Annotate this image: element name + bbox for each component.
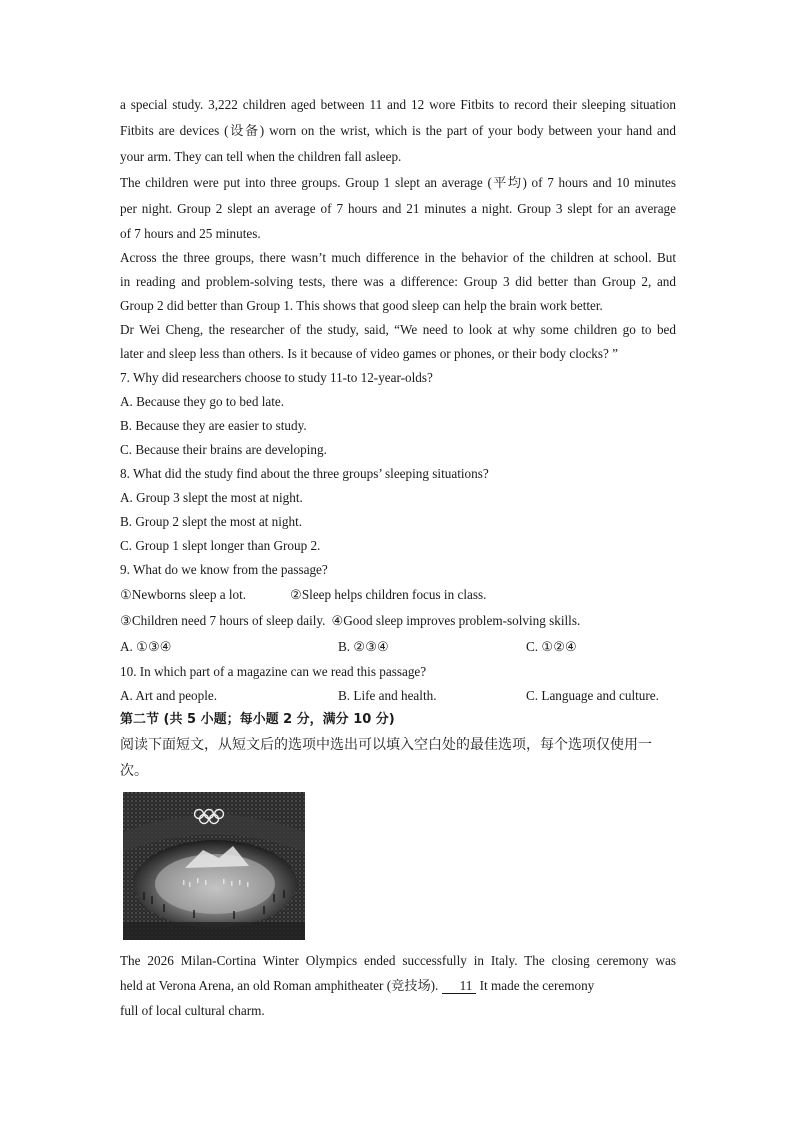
passage-text: It made the ceremony <box>479 978 595 993</box>
question-9 <box>120 558 676 660</box>
passage-line <box>120 973 676 998</box>
arena-image <box>123 792 305 940</box>
passage-line: later and sleep less than others. Is it because of video games or phones, or their body clocks? ” <box>120 346 619 361</box>
passage-text: held at Verona Arena, an old Roman amphitheater (竞技场). <box>120 978 439 993</box>
option-c[interactable]: C. ①②④ <box>526 639 577 654</box>
olympic-passage <box>120 948 676 1023</box>
option-c[interactable]: C. Group 1 slept longer than Group 2. <box>120 538 321 553</box>
passage-line: a special study. 3,222 children aged between 11 and 12 wore Fitbits to record their sleeping situation <box>120 97 676 112</box>
passage-line: in reading and problem-solving tests, there was a difference: Group 3 did better than Group 2, and <box>120 274 676 289</box>
answer-blank-11[interactable]: 11 <box>442 979 477 994</box>
option-b[interactable]: B. Group 2 slept the most at night. <box>120 514 303 529</box>
passage-line: The children were put into three groups. Group 1 slept an average (平均) of 7 hours and 10 minutes <box>120 175 676 190</box>
passage-line: Dr Wei Cheng, the researcher of the study, said, “We need to look at why some children go to bed <box>120 322 676 337</box>
section-heading: 第二节 (共 5 小题；每小题 2 分，满分 10 分) <box>120 712 395 727</box>
question-stem: 7. Why did researchers choose to study 11-to 12-year-olds? <box>120 370 433 385</box>
statement-row <box>120 608 676 634</box>
passage-line: Group 2 did better than Group 1. This shows that good sleep can help the brain work better. <box>120 298 603 313</box>
statement-2: ②Sleep helps children focus in class. <box>290 587 487 602</box>
statement-row <box>120 582 676 608</box>
option-c[interactable]: C. Language and culture. <box>526 688 659 703</box>
statement-3: ③Children need 7 hours of sleep daily. <box>120 613 326 628</box>
question-stem: 8. What did the study find about the three groups’ sleeping situations? <box>120 466 489 481</box>
question-7 <box>120 366 676 462</box>
option-b[interactable]: B. ②③④ <box>338 639 389 654</box>
option-b[interactable]: B. Life and health. <box>338 688 437 703</box>
option-b[interactable]: B. Because they are easier to study. <box>120 418 307 433</box>
passage-line: per night. Group 2 slept an average of 7 hours and 21 minutes a night. Group 3 slept for an average <box>120 201 676 216</box>
question-stem: 10. In which part of a magazine can we read this passage? <box>120 664 427 679</box>
option-a[interactable]: A. Group 3 slept the most at night. <box>120 490 303 505</box>
section-2 <box>120 708 676 784</box>
option-a[interactable]: A. Because they go to bed late. <box>120 394 285 409</box>
statement-4: ④Good sleep improves problem-solving skills. <box>331 613 581 628</box>
option-c[interactable]: C. Because their brains are developing. <box>120 442 327 457</box>
exam-page <box>120 92 676 1023</box>
statement-1: ①Newborns sleep a lot. <box>120 587 247 602</box>
passage-line: of 7 hours and 25 minutes. <box>120 226 261 241</box>
question-stem: 9. What do we know from the passage? <box>120 562 328 577</box>
passage-line: your arm. They can tell when the children fall asleep. <box>120 149 402 164</box>
section-instruction: 阅读下面短文，从短文后的选项中选出可以填入空白处的最佳选项，每个选项仅使用一 <box>120 737 652 753</box>
option-a[interactable]: A. ①③④ <box>120 639 172 654</box>
closing-ceremony-photo <box>123 792 305 940</box>
question-8 <box>120 462 676 558</box>
question-10 <box>120 660 676 708</box>
options-row <box>120 634 676 660</box>
passage-line: full of local cultural charm. <box>120 1003 265 1018</box>
reading-passage <box>120 92 676 366</box>
section-instruction: 次。 <box>120 763 148 779</box>
passage-line: Fitbits are devices (设备) worn on the wrist, which is the part of your body between your hand and <box>120 123 676 138</box>
passage-line: Across the three groups, there wasn’t much difference in the behavior of the children at school. But <box>120 250 676 265</box>
option-a[interactable]: A. Art and people. <box>120 688 218 703</box>
options-row <box>120 684 676 708</box>
passage-line: The 2026 Milan-Cortina Winter Olympics ended successfully in Italy. The closing ceremony was <box>120 953 676 968</box>
